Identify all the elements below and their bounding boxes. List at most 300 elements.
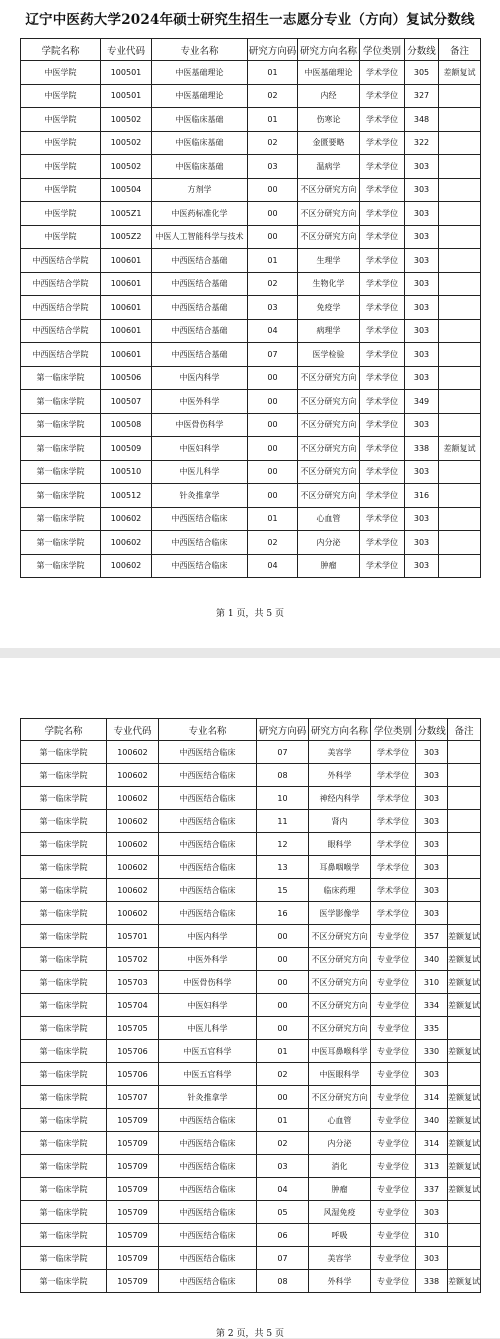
cell-major-name: 中医儿科学 bbox=[152, 460, 248, 484]
cell-college: 第一临床学院 bbox=[21, 879, 107, 902]
cell-degree-type: 学术学位 bbox=[360, 225, 405, 249]
table-row bbox=[21, 948, 481, 971]
cell-direction-name: 不区分研究方向 bbox=[298, 366, 360, 390]
cell-major-name: 中西医结合临床 bbox=[152, 507, 248, 531]
cell-score-line: 338 bbox=[405, 437, 439, 461]
cell-major-name: 中西医结合临床 bbox=[159, 902, 257, 925]
cell-score-line: 305 bbox=[405, 61, 439, 85]
cell-degree-type: 专业学位 bbox=[371, 994, 416, 1017]
cell-score-line: 303 bbox=[416, 1063, 448, 1086]
cell-degree-type: 学术学位 bbox=[360, 460, 405, 484]
cell-direction-name: 不区分研究方向 bbox=[309, 1086, 371, 1109]
cell-direction-code: 00 bbox=[248, 484, 298, 508]
cell-major-name: 中西医结合临床 bbox=[152, 531, 248, 555]
cell-remark: 差额复试 bbox=[439, 61, 481, 85]
table-header-row bbox=[21, 39, 481, 61]
cell-remark bbox=[448, 810, 481, 833]
cell-major-name: 中医妇科学 bbox=[159, 994, 257, 1017]
table-row bbox=[21, 971, 481, 994]
cell-remark bbox=[439, 460, 481, 484]
cell-major-code: 100602 bbox=[107, 764, 159, 787]
page-footer: 第 1 页，共 5 页 bbox=[216, 609, 284, 619]
cell-major-code: 105709 bbox=[107, 1270, 159, 1293]
cell-degree-type: 学术学位 bbox=[371, 833, 416, 856]
cell-major-code: 105709 bbox=[107, 1201, 159, 1224]
cell-direction-code: 02 bbox=[248, 531, 298, 555]
cell-major-code: 105709 bbox=[107, 1224, 159, 1247]
cell-major-code: 100602 bbox=[107, 810, 159, 833]
cell-college: 第一临床学院 bbox=[21, 1201, 107, 1224]
cell-major-code: 100501 bbox=[101, 61, 152, 85]
cell-degree-type: 学术学位 bbox=[360, 202, 405, 226]
cell-remark bbox=[448, 1017, 481, 1040]
cell-score-line: 335 bbox=[416, 1017, 448, 1040]
cell-score-line: 337 bbox=[416, 1178, 448, 1201]
table-row bbox=[21, 925, 481, 948]
cell-remark bbox=[448, 741, 481, 764]
cell-major-name: 针灸推拿学 bbox=[152, 484, 248, 508]
cell-major-name: 中西医结合临床 bbox=[159, 1270, 257, 1293]
cell-major-code: 100602 bbox=[101, 507, 152, 531]
cell-major-name: 中医内科学 bbox=[159, 925, 257, 948]
cell-score-line: 316 bbox=[405, 484, 439, 508]
cell-college: 第一临床学院 bbox=[21, 902, 107, 925]
cell-college: 中医学院 bbox=[21, 61, 101, 85]
cell-major-code: 100509 bbox=[101, 437, 152, 461]
cell-direction-code: 02 bbox=[248, 272, 298, 296]
table-row bbox=[21, 249, 481, 273]
cell-remark bbox=[439, 108, 481, 132]
cell-remark bbox=[448, 902, 481, 925]
table-row bbox=[21, 366, 481, 390]
cell-major-name: 中医妇科学 bbox=[152, 437, 248, 461]
cell-direction-name: 肾内 bbox=[309, 810, 371, 833]
cell-college: 第一临床学院 bbox=[21, 856, 107, 879]
table-row bbox=[21, 1155, 481, 1178]
cell-score-line: 314 bbox=[416, 1132, 448, 1155]
cell-college: 第一临床学院 bbox=[21, 948, 107, 971]
cell-major-code: 100601 bbox=[101, 319, 152, 343]
table-row bbox=[21, 108, 481, 132]
table-row bbox=[21, 787, 481, 810]
cell-direction-name: 免疫学 bbox=[298, 296, 360, 320]
cell-major-code: 100602 bbox=[101, 554, 152, 578]
cell-remark bbox=[448, 764, 481, 787]
cell-direction-code: 13 bbox=[257, 856, 309, 879]
cell-major-name: 中医基础理论 bbox=[152, 84, 248, 108]
cell-college: 第一临床学院 bbox=[21, 925, 107, 948]
table-row bbox=[21, 741, 481, 764]
cell-direction-name: 中医耳鼻喉科学 bbox=[309, 1040, 371, 1063]
score-table-page-2 bbox=[20, 718, 481, 1293]
cell-major-code: 105707 bbox=[107, 1086, 159, 1109]
cell-direction-name: 不区分研究方向 bbox=[309, 994, 371, 1017]
cell-direction-name: 心血管 bbox=[309, 1109, 371, 1132]
cell-remark: 差额复试 bbox=[448, 994, 481, 1017]
cell-remark bbox=[448, 879, 481, 902]
cell-college: 中西医结合学院 bbox=[21, 319, 101, 343]
cell-direction-name: 不区分研究方向 bbox=[309, 1017, 371, 1040]
cell-major-name: 中西医结合临床 bbox=[159, 1155, 257, 1178]
cell-remark bbox=[439, 343, 481, 367]
cell-major-name: 针灸推拿学 bbox=[159, 1086, 257, 1109]
cell-degree-type: 学术学位 bbox=[360, 108, 405, 132]
cell-degree-type: 学术学位 bbox=[360, 61, 405, 85]
cell-degree-type: 专业学位 bbox=[371, 1270, 416, 1293]
cell-major-code: 100502 bbox=[101, 108, 152, 132]
cell-college: 第一临床学院 bbox=[21, 1178, 107, 1201]
cell-remark bbox=[439, 507, 481, 531]
cell-degree-type: 学术学位 bbox=[360, 437, 405, 461]
cell-college: 中医学院 bbox=[21, 84, 101, 108]
cell-degree-type: 学术学位 bbox=[360, 413, 405, 437]
cell-major-name: 中西医结合基础 bbox=[152, 343, 248, 367]
cell-major-name: 中医临床基础 bbox=[152, 108, 248, 132]
cell-remark bbox=[439, 390, 481, 414]
cell-direction-name: 生理学 bbox=[298, 249, 360, 273]
cell-major-code: 105709 bbox=[107, 1247, 159, 1270]
cell-direction-name: 金匮要略 bbox=[298, 131, 360, 155]
cell-major-code: 105709 bbox=[107, 1155, 159, 1178]
cell-direction-name: 不区分研究方向 bbox=[298, 437, 360, 461]
cell-major-name: 中医临床基础 bbox=[152, 131, 248, 155]
table-row bbox=[21, 343, 481, 367]
cell-major-name: 中西医结合临床 bbox=[159, 1109, 257, 1132]
cell-score-line: 303 bbox=[405, 225, 439, 249]
cell-score-line: 338 bbox=[416, 1270, 448, 1293]
cell-score-line: 322 bbox=[405, 131, 439, 155]
cell-direction-name: 肿瘤 bbox=[309, 1178, 371, 1201]
cell-remark: 差额复试 bbox=[448, 1109, 481, 1132]
cell-direction-name: 医学检验 bbox=[298, 343, 360, 367]
cell-major-code: 1005Z1 bbox=[101, 202, 152, 226]
cell-major-code: 100502 bbox=[101, 131, 152, 155]
cell-major-name: 中医人工智能科学与技术 bbox=[152, 225, 248, 249]
cell-direction-code: 07 bbox=[257, 741, 309, 764]
cell-direction-code: 01 bbox=[248, 507, 298, 531]
cell-major-code: 100602 bbox=[107, 856, 159, 879]
cell-score-line: 303 bbox=[405, 272, 439, 296]
cell-score-line: 349 bbox=[405, 390, 439, 414]
table-row bbox=[21, 764, 481, 787]
cell-degree-type: 专业学位 bbox=[371, 948, 416, 971]
cell-remark bbox=[448, 1201, 481, 1224]
cell-major-code: 100601 bbox=[101, 249, 152, 273]
cell-remark bbox=[439, 366, 481, 390]
cell-direction-code: 01 bbox=[257, 1109, 309, 1132]
cell-college: 第一临床学院 bbox=[21, 994, 107, 1017]
cell-degree-type: 学术学位 bbox=[360, 249, 405, 273]
cell-major-code: 100601 bbox=[101, 272, 152, 296]
cell-college: 第一临床学院 bbox=[21, 1132, 107, 1155]
cell-remark bbox=[439, 225, 481, 249]
cell-score-line: 303 bbox=[416, 787, 448, 810]
cell-college: 第一临床学院 bbox=[21, 741, 107, 764]
cell-major-name: 中西医结合临床 bbox=[159, 787, 257, 810]
column-header-direction-code: 研究方向码 bbox=[257, 719, 309, 741]
table-row bbox=[21, 1086, 481, 1109]
cell-major-name: 中西医结合临床 bbox=[159, 1247, 257, 1270]
table-row bbox=[21, 202, 481, 226]
cell-degree-type: 学术学位 bbox=[360, 272, 405, 296]
cell-major-code: 105704 bbox=[107, 994, 159, 1017]
table-row bbox=[21, 1178, 481, 1201]
cell-direction-code: 07 bbox=[248, 343, 298, 367]
document-title: 辽宁中医药大学2024年硕士研究生招生一志愿分专业（方向）复试分数线 bbox=[25, 12, 475, 28]
cell-major-code: 100504 bbox=[101, 178, 152, 202]
table-row bbox=[21, 296, 481, 320]
cell-direction-code: 16 bbox=[257, 902, 309, 925]
cell-direction-name: 风湿免疫 bbox=[309, 1201, 371, 1224]
cell-degree-type: 专业学位 bbox=[371, 925, 416, 948]
cell-direction-name: 不区分研究方向 bbox=[309, 925, 371, 948]
cell-college: 第一临床学院 bbox=[21, 1247, 107, 1270]
cell-remark bbox=[448, 1224, 481, 1247]
cell-college: 中医学院 bbox=[21, 225, 101, 249]
cell-direction-code: 00 bbox=[248, 366, 298, 390]
cell-direction-name: 呼吸 bbox=[309, 1224, 371, 1247]
table-row bbox=[21, 484, 481, 508]
cell-college: 第一临床学院 bbox=[21, 787, 107, 810]
cell-major-name: 中医基础理论 bbox=[152, 61, 248, 85]
cell-direction-name: 外科学 bbox=[309, 1270, 371, 1293]
cell-remark bbox=[439, 272, 481, 296]
cell-direction-code: 00 bbox=[257, 971, 309, 994]
cell-major-name: 中西医结合临床 bbox=[159, 1178, 257, 1201]
table-row bbox=[21, 1224, 481, 1247]
cell-major-code: 100501 bbox=[101, 84, 152, 108]
cell-degree-type: 专业学位 bbox=[371, 1155, 416, 1178]
cell-major-name: 中医儿科学 bbox=[159, 1017, 257, 1040]
cell-degree-type: 学术学位 bbox=[371, 764, 416, 787]
cell-direction-code: 00 bbox=[248, 413, 298, 437]
cell-score-line: 303 bbox=[405, 249, 439, 273]
table-row bbox=[21, 460, 481, 484]
column-header-direction-code: 研究方向码 bbox=[248, 39, 298, 61]
cell-major-name: 方剂学 bbox=[152, 178, 248, 202]
score-table-page-1 bbox=[20, 38, 481, 578]
cell-score-line: 310 bbox=[416, 971, 448, 994]
cell-direction-code: 07 bbox=[257, 1247, 309, 1270]
cell-degree-type: 学术学位 bbox=[360, 531, 405, 555]
cell-direction-name: 中医基础理论 bbox=[298, 61, 360, 85]
cell-college: 中西医结合学院 bbox=[21, 249, 101, 273]
cell-major-code: 100601 bbox=[101, 296, 152, 320]
document-page-1 bbox=[0, 0, 500, 648]
cell-college: 第一临床学院 bbox=[21, 484, 101, 508]
cell-remark bbox=[439, 178, 481, 202]
cell-college: 第一临床学院 bbox=[21, 1155, 107, 1178]
cell-direction-name: 不区分研究方向 bbox=[298, 225, 360, 249]
cell-score-line: 303 bbox=[416, 1201, 448, 1224]
column-header-major-code: 专业代码 bbox=[101, 39, 152, 61]
cell-direction-name: 内经 bbox=[298, 84, 360, 108]
cell-direction-name: 耳鼻咽喉学 bbox=[309, 856, 371, 879]
cell-college: 第一临床学院 bbox=[21, 1017, 107, 1040]
cell-major-code: 100602 bbox=[101, 531, 152, 555]
cell-score-line: 348 bbox=[405, 108, 439, 132]
column-header-major-name: 专业名称 bbox=[159, 719, 257, 741]
cell-direction-code: 01 bbox=[248, 108, 298, 132]
cell-direction-code: 04 bbox=[257, 1178, 309, 1201]
cell-direction-code: 00 bbox=[257, 1017, 309, 1040]
cell-score-line: 303 bbox=[405, 460, 439, 484]
cell-major-name: 中医外科学 bbox=[152, 390, 248, 414]
cell-degree-type: 学术学位 bbox=[360, 84, 405, 108]
table-row bbox=[21, 1017, 481, 1040]
cell-score-line: 303 bbox=[416, 764, 448, 787]
cell-direction-code: 00 bbox=[248, 460, 298, 484]
cell-direction-code: 10 bbox=[257, 787, 309, 810]
cell-direction-code: 04 bbox=[248, 554, 298, 578]
cell-major-code: 100506 bbox=[101, 366, 152, 390]
cell-direction-name: 温病学 bbox=[298, 155, 360, 179]
cell-remark: 差额复试 bbox=[448, 1040, 481, 1063]
cell-degree-type: 学术学位 bbox=[360, 484, 405, 508]
cell-direction-code: 00 bbox=[248, 202, 298, 226]
cell-degree-type: 学术学位 bbox=[371, 902, 416, 925]
table-row bbox=[21, 319, 481, 343]
table-row bbox=[21, 879, 481, 902]
cell-score-line: 327 bbox=[405, 84, 439, 108]
cell-score-line: 330 bbox=[416, 1040, 448, 1063]
cell-direction-code: 02 bbox=[248, 131, 298, 155]
table-row bbox=[21, 531, 481, 555]
cell-remark: 差额复试 bbox=[448, 948, 481, 971]
cell-remark: 差额复试 bbox=[448, 1178, 481, 1201]
cell-major-name: 中医药标准化学 bbox=[152, 202, 248, 226]
table-header-row bbox=[21, 719, 481, 741]
cell-major-code: 105709 bbox=[107, 1178, 159, 1201]
cell-degree-type: 学术学位 bbox=[360, 319, 405, 343]
cell-direction-name: 伤寒论 bbox=[298, 108, 360, 132]
cell-direction-code: 06 bbox=[257, 1224, 309, 1247]
cell-college: 中医学院 bbox=[21, 178, 101, 202]
table-row bbox=[21, 507, 481, 531]
cell-remark bbox=[439, 155, 481, 179]
column-header-remark: 备注 bbox=[439, 39, 481, 61]
cell-college: 第一临床学院 bbox=[21, 1040, 107, 1063]
cell-score-line: 303 bbox=[405, 178, 439, 202]
cell-score-line: 340 bbox=[416, 1109, 448, 1132]
cell-college: 第一临床学院 bbox=[21, 971, 107, 994]
table-row bbox=[21, 1201, 481, 1224]
cell-score-line: 303 bbox=[405, 343, 439, 367]
cell-direction-code: 00 bbox=[248, 390, 298, 414]
cell-major-code: 100601 bbox=[101, 343, 152, 367]
cell-remark bbox=[448, 1063, 481, 1086]
cell-major-name: 中西医结合临床 bbox=[159, 741, 257, 764]
cell-direction-code: 03 bbox=[257, 1155, 309, 1178]
cell-direction-code: 15 bbox=[257, 879, 309, 902]
cell-direction-code: 08 bbox=[257, 764, 309, 787]
cell-degree-type: 专业学位 bbox=[371, 971, 416, 994]
cell-score-line: 303 bbox=[416, 810, 448, 833]
cell-degree-type: 学术学位 bbox=[360, 178, 405, 202]
cell-score-line: 357 bbox=[416, 925, 448, 948]
cell-degree-type: 专业学位 bbox=[371, 1247, 416, 1270]
cell-major-code: 100502 bbox=[101, 155, 152, 179]
cell-score-line: 340 bbox=[416, 948, 448, 971]
cell-degree-type: 学术学位 bbox=[360, 366, 405, 390]
column-header-college: 学院名称 bbox=[21, 719, 107, 741]
cell-major-name: 中医外科学 bbox=[159, 948, 257, 971]
table-row bbox=[21, 902, 481, 925]
cell-direction-name: 不区分研究方向 bbox=[298, 413, 360, 437]
cell-score-line: 303 bbox=[405, 507, 439, 531]
cell-remark bbox=[448, 833, 481, 856]
cell-score-line: 303 bbox=[405, 366, 439, 390]
cell-direction-name: 不区分研究方向 bbox=[298, 178, 360, 202]
cell-direction-code: 01 bbox=[248, 61, 298, 85]
cell-major-code: 100510 bbox=[101, 460, 152, 484]
cell-direction-code: 02 bbox=[257, 1063, 309, 1086]
cell-direction-code: 00 bbox=[248, 225, 298, 249]
cell-score-line: 303 bbox=[405, 531, 439, 555]
cell-direction-name: 不区分研究方向 bbox=[309, 948, 371, 971]
cell-direction-name: 临床药理 bbox=[309, 879, 371, 902]
cell-degree-type: 学术学位 bbox=[360, 390, 405, 414]
cell-direction-name: 不区分研究方向 bbox=[309, 971, 371, 994]
cell-direction-name: 内分泌 bbox=[298, 531, 360, 555]
cell-score-line: 303 bbox=[416, 879, 448, 902]
cell-degree-type: 专业学位 bbox=[371, 1178, 416, 1201]
cell-direction-code: 03 bbox=[248, 155, 298, 179]
cell-direction-code: 11 bbox=[257, 810, 309, 833]
cell-remark: 差额复试 bbox=[448, 1155, 481, 1178]
column-header-remark: 备注 bbox=[448, 719, 481, 741]
cell-degree-type: 专业学位 bbox=[371, 1017, 416, 1040]
cell-major-name: 中西医结合临床 bbox=[159, 1201, 257, 1224]
cell-remark bbox=[448, 787, 481, 810]
cell-score-line: 303 bbox=[416, 1247, 448, 1270]
cell-major-code: 105709 bbox=[107, 1109, 159, 1132]
cell-major-code: 100602 bbox=[107, 902, 159, 925]
cell-major-name: 中西医结合临床 bbox=[159, 856, 257, 879]
cell-score-line: 303 bbox=[405, 155, 439, 179]
cell-direction-code: 02 bbox=[257, 1132, 309, 1155]
cell-direction-name: 眼科学 bbox=[309, 833, 371, 856]
cell-degree-type: 专业学位 bbox=[371, 1040, 416, 1063]
cell-college: 第一临床学院 bbox=[21, 531, 101, 555]
cell-direction-code: 00 bbox=[257, 948, 309, 971]
cell-direction-name: 不区分研究方向 bbox=[298, 390, 360, 414]
cell-direction-code: 01 bbox=[248, 249, 298, 273]
cell-remark: 差额复试 bbox=[448, 925, 481, 948]
table-row bbox=[21, 225, 481, 249]
cell-major-name: 中医五官科学 bbox=[159, 1063, 257, 1086]
cell-major-name: 中西医结合基础 bbox=[152, 249, 248, 273]
cell-score-line: 303 bbox=[416, 741, 448, 764]
cell-direction-name: 心血管 bbox=[298, 507, 360, 531]
cell-major-code: 100512 bbox=[101, 484, 152, 508]
cell-score-line: 303 bbox=[416, 833, 448, 856]
cell-college: 第一临床学院 bbox=[21, 833, 107, 856]
table-row bbox=[21, 413, 481, 437]
table-row bbox=[21, 390, 481, 414]
column-header-score-line: 分数线 bbox=[416, 719, 448, 741]
cell-degree-type: 专业学位 bbox=[371, 1109, 416, 1132]
cell-direction-name: 消化 bbox=[309, 1155, 371, 1178]
table-row bbox=[21, 994, 481, 1017]
cell-score-line: 303 bbox=[405, 296, 439, 320]
cell-remark bbox=[439, 319, 481, 343]
cell-degree-type: 学术学位 bbox=[360, 343, 405, 367]
cell-score-line: 303 bbox=[405, 413, 439, 437]
cell-direction-code: 08 bbox=[257, 1270, 309, 1293]
cell-remark bbox=[439, 413, 481, 437]
table-row bbox=[21, 833, 481, 856]
